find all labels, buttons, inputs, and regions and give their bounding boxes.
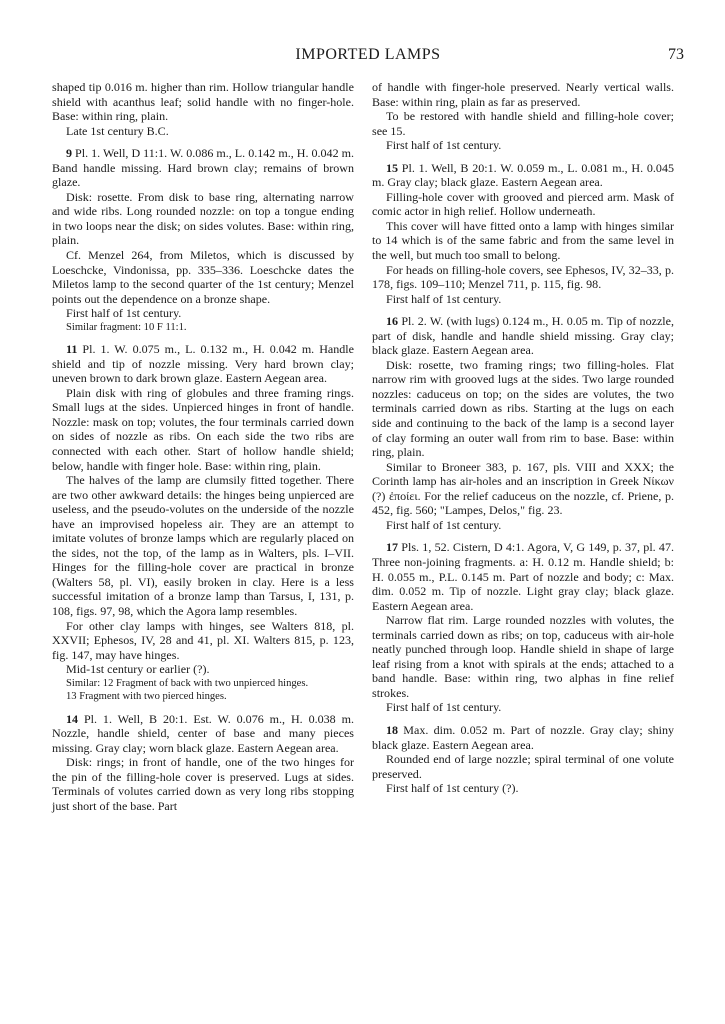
paragraph: of handle with finger-hole preserved. Nearly vertical walls. Base: within ring, plain as far as preserved. [372, 80, 674, 109]
date-line: First half of 1st century. [386, 291, 502, 306]
entry-gap [372, 153, 674, 161]
date-line: First half of 1st century. [386, 138, 502, 153]
date-line: Mid-1st century or earlier (?). [66, 662, 210, 677]
paragraph: This cover will have fitted onto a lamp with hinges similar to 14 which is of the same fabric and from the same level in the well, but much too small to belong. [372, 218, 674, 263]
right-column [372, 80, 674, 796]
catalogue-entry-header [52, 342, 354, 386]
paragraph: For heads on filling-hole covers, see Ephesos, IV, 32–33, p. 178, figs. 109–110; Menzel 711, p. 115, fig. 98. [372, 262, 674, 292]
entry-text: Max. dim. 0.052 m. Part of nozzle. Gray clay; shiny black glaze. Eastern Aegean area. [372, 722, 674, 752]
catalogue-entry-header [372, 723, 674, 752]
entry-gap [372, 532, 674, 540]
catalogue-entry-header [372, 314, 674, 358]
catalogue-entry-header [52, 146, 354, 190]
date-line: First half of 1st century (?). [386, 781, 519, 796]
left-column [52, 80, 354, 813]
paragraph: Plain disk with ring of globules and three framing rings. Small lugs at the sides. Unpierced hinges in front of handle. Nozzle: mask on top; volutes, the four terminals carried down on sides of nozzle as ribs. On each side the two ribs are connected with each other. Start of hollow handle shield; below, handle with finger hole. Base: within ring, plain. [52, 385, 354, 473]
date-line: First half of 1st century. [66, 306, 182, 321]
entry-text: Pl. 1. Well, B 20:1. Est. W. 0.076 m., H. 0.038 m. Nozzle, handle shield, center of base and many pieces missing. Gray clay; worn black glaze. Eastern Aegean area. [52, 711, 354, 755]
paragraph: For other clay lamps with hinges, see Walters 818, pl. XXVII; Ephesos, IV, 28 and 41, pl. XI. Walters 815, p. 123, fig. 147, may have hinges. [52, 618, 354, 662]
page-header [52, 46, 684, 66]
catalogue-number: 11 [66, 342, 78, 357]
paragraph: Rounded end of large nozzle; spiral terminal of one volute preserved. [372, 752, 674, 781]
catalogue-number: 9 [66, 146, 73, 161]
catalogue-entry-header [372, 540, 674, 613]
paragraph: Cf. Menzel 264, from Miletos, which is discussed by Loeschcke, Vindonissa, pp. 335–336. Loeschcke dates the Miletos lamp to the second quarter of the 1st century; Menzel points out the dependence on a bronze shape. [52, 248, 354, 306]
running-title: IMPORTED LAMPS [295, 46, 441, 63]
catalogue-number: 16 [386, 314, 399, 329]
catalogue-entry-header [372, 161, 674, 190]
date-line: Late 1st century B.C. [66, 123, 169, 138]
date-line: First half of 1st century. [386, 700, 502, 715]
catalogue-number: 18 [386, 722, 399, 737]
entry-gap [52, 334, 354, 342]
paragraph: Similar to Broneer 383, p. 167, pls. VIII and XXX; the Corinth lamp has air-holes and an inscription in Greek Νίκων (?) ἐποίει. For the relief caduceus on the nozzle, cf. Priene, p. 452, fig. 560; "Lampes, Delos," fig. 23. [372, 459, 674, 518]
entry-gap [372, 306, 674, 314]
page-number: 73 [668, 46, 684, 63]
paragraph: Disk: rosette. From disk to base ring, alternating narrow and wide ribs. Long rounded nozzle: on top a tongue ending in two loops near the disk; on sides volutes. Base: within ring, plain. [52, 189, 354, 248]
entry-text: Pl. 1. Well, B 20:1. W. 0.059 m., L. 0.081 m., H. 0.045 m. Gray clay; black glaze. Eastern Aegean area. [372, 160, 674, 190]
paragraph: Narrow flat rim. Large rounded nozzles with volutes, the terminals carried down as ribs; on top, caduceus with air-hole neatly punched through loop. Handle shield in shape of large leaf rising from a knot with spirals at the ends; attached to a band handle. Base: within ring, two alphas in fine relief strokes. [372, 613, 674, 700]
entry-gap [372, 715, 674, 723]
entry-gap [52, 704, 354, 712]
entry-text: Pl. 1. Well, D 11:1. W. 0.086 m., L. 0.142 m., H. 0.042 m. Band handle missing. Hard brown clay; remains of brown glaze. [52, 146, 354, 190]
paragraph: Filling-hole cover with grooved and pierced arm. Mask of comic actor in high relief. Hollow underneath. [372, 189, 674, 219]
paragraph: Disk: rings; in front of handle, one of the two hinges for the pin of the filling-hole cover is preserved. Lugs at sides. Terminals of volutes carried down as very long ribs stopping just short of the base. Part [52, 755, 354, 813]
entry-gap [52, 138, 354, 146]
entry-text: Pls. 1, 52. Cistern, D 4:1. Agora, V, G 149, p. 37, pl. 47. Three non-joining fragments. a: H. 0.12 m. Handle shield; b: H. 0.055 m., P.L. 0.145 m. Part of nozzle and body; c: Max. dim. 0.052 m. Tip of nozzle. Light gray clay; black glaze. Eastern Aegean area. [372, 540, 674, 613]
entry-text: Pl. 2. W. (with lugs) 0.124 m., H. 0.05 m. Tip of nozzle, part of disk, handle and handle shield missing. Gray clay; black glaze. Eastern Aegean area. [372, 314, 674, 358]
catalogue-number: 15 [386, 160, 399, 175]
catalogue-number: 17 [386, 540, 399, 555]
date-line: First half of 1st century. [386, 517, 502, 532]
entry-text: Pl. 1. W. 0.075 m., L. 0.132 m., H. 0.042 m. Handle shield and tip of nozzle missing. Very hard brown clay; uneven brown to dark brown glaze. Eastern Aegean area. [52, 342, 354, 386]
catalogue-entry-header [52, 712, 354, 756]
paragraph: To be restored with handle shield and filling-hole cover; see 15. [372, 109, 674, 138]
paragraph: Disk: rosette, two framing rings; two filling-holes. Flat narrow rim with grooved lugs at the sides. Two large rounded nozzles: caduceus on top; on the sides are volutes, the two terminals carried down as ribs. Starting at the lugs on each side and continuing to the back of the lamp is a second layer of clay forming an outer wall from rim to base. Base: within ring, plain. [372, 357, 674, 460]
paragraph: shaped tip 0.016 m. higher than rim. Hollow triangular handle shield with acanthus leaf; solid handle with no finger-hole. Base: within ring, plain. [52, 80, 354, 124]
paragraph: The halves of the lamp are clumsily fitted together. There are two other awkward details: the hinges being unpierced are useless, and the pseudo-volutes on the underside of the nozzle have an improvised hopeless air. They are an attempt to imitate volutes of bronze lamps which are regularly placed on the sides, not the top, of the lamp as in Walters, pls. I–VII. Hinges for the filling-hole cover are practical in bronze (Walters 58, pl. VI), easily broken in clay. Here is a less successful imitation of a bronze lamp than Tarsus, I, 131, p. 108, figs. 97, 98, which the Agora lamp resembles. [52, 473, 354, 618]
similar-note: Similar fragment: 10 F 11:1. [66, 321, 187, 333]
similar-note: 13 Fragment with two pierced hinges. [66, 691, 227, 703]
catalogue-number: 14 [66, 711, 79, 726]
similar-note: Similar: 12 Fragment of back with two unpierced hinges. [66, 677, 309, 689]
